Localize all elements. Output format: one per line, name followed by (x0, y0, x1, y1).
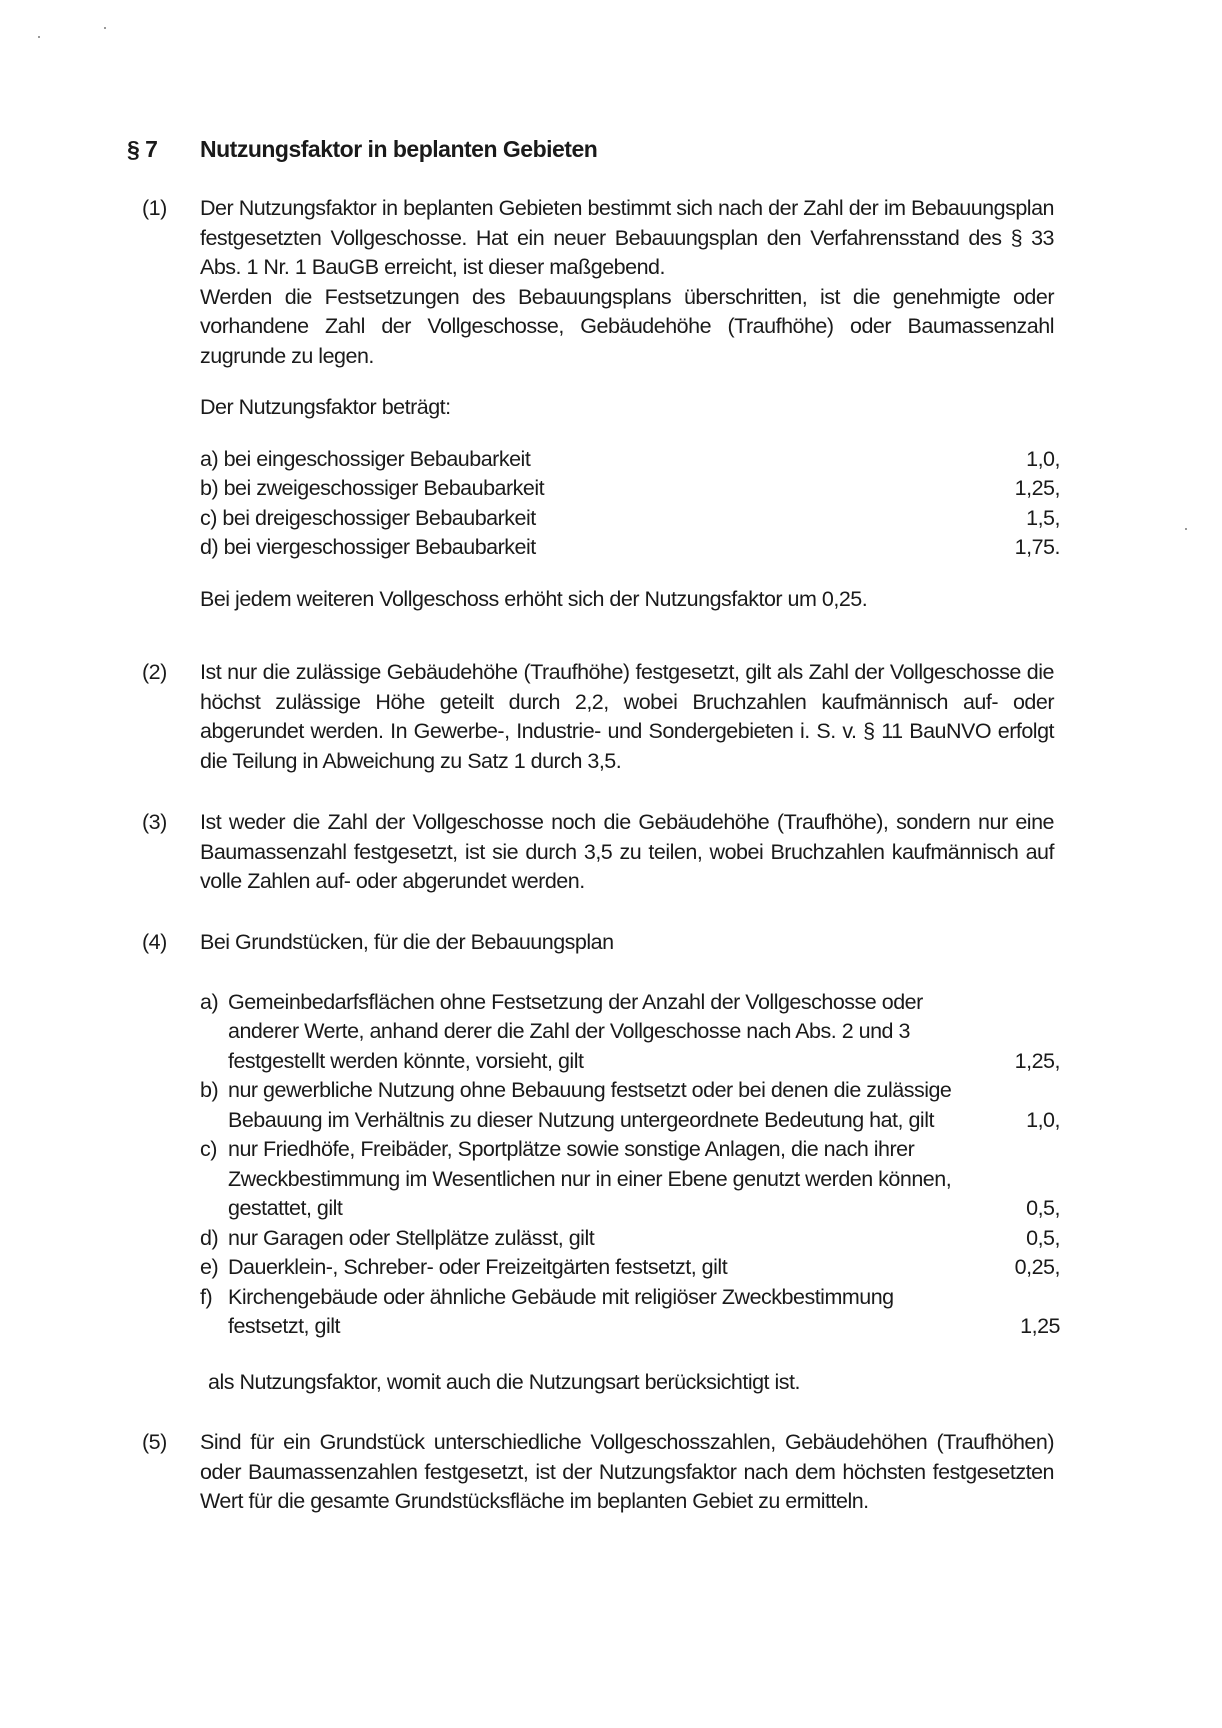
item-text: Gemeinbedarfsflächen ohne Festsetzung der Anzahl der Vollgeschosse oder (228, 989, 923, 1014)
item-label: a) bei eingeschossiger Bebaubarkeit (200, 446, 531, 471)
item-value: 0,25, (1014, 1255, 1060, 1279)
item-text: gestattet, gilt (228, 1196, 343, 1220)
paragraph-number: (3) (142, 810, 167, 834)
item-label: e) (200, 1255, 219, 1279)
item-label: c) (200, 1137, 217, 1161)
item-value: 1,25, (1014, 476, 1060, 500)
list-item (200, 474, 1060, 504)
item-value: 1,25, (1014, 1048, 1060, 1073)
item-value: 0,5, (1026, 1196, 1060, 1220)
list-item (200, 1224, 1060, 1254)
usage-list (200, 988, 1060, 1342)
paragraph-text: Sind für ein Grundstück unterschiedliche Vollgeschosszahlen, Gebäudehöhen (Traufhöhen) oder Baumassenzahlen festgesetzt, ist der Nutzungsfaktor nach dem höchsten festgesetzten Wert für die gesamte Grundstücksfläche im beplanten Gebiet zu ermitteln. (200, 1430, 1054, 1513)
list-intro: Der Nutzungsfaktor beträgt: (200, 395, 451, 419)
item-value: 0,5, (1026, 1225, 1060, 1250)
item-value: 1,0, (1026, 446, 1060, 471)
item-label: c) bei dreigeschossiger Bebaubarkeit (200, 505, 536, 530)
item-label: d) (200, 1225, 219, 1250)
paragraph-1 (142, 194, 1060, 614)
item-value: 1,25 (1020, 1314, 1060, 1338)
item-text: Dauerklein-, Schreber- oder Freizeitgärten festsetzt, gilt (228, 1255, 728, 1279)
paragraph-number: (4) (142, 930, 167, 954)
list-item (200, 988, 1060, 1077)
item-text: Zweckbestimmung im Wesentlichen nur in einer Ebene genutzt werden können, (228, 1166, 952, 1191)
list-item (200, 1283, 1060, 1342)
item-label: f) (200, 1284, 213, 1309)
item-text: Bebauung im Verhältnis zu dieser Nutzung untergeordnete Bedeutung hat, gilt (228, 1107, 934, 1132)
scan-speck (104, 27, 106, 29)
list-item (200, 1076, 1060, 1135)
list-intro: Bei Grundstücken, für die der Bebauungsplan (200, 930, 614, 954)
paragraph-text: Der Nutzungsfaktor in beplanten Gebieten bestimmt sich nach der Zahl der im Bebauungsplan festgesetzten Vollgeschosse. Hat ein neuer Bebauungsplan den Verfahrensstand des § 33 Abs. 1 Nr. 1 BauGB erreicht, ist dieser maßgebend. (200, 196, 1054, 279)
list-item (200, 1253, 1060, 1283)
paragraph-text: Werden die Festsetzungen des Bebauungsplans überschritten, ist die genehmigte oder vorhandene Zahl der Vollgeschosse, Gebäudehöhe (Traufhöhe) oder Baumassenzahl zugrunde zu legen. (200, 284, 1054, 368)
list-item (200, 445, 1060, 475)
item-label: b) bei zweigeschossiger Bebaubarkeit (200, 476, 545, 500)
paragraph-2 (142, 658, 1054, 776)
paragraph-4 (142, 928, 1060, 1397)
list-item (200, 533, 1060, 563)
paragraph-number: (5) (142, 1430, 167, 1454)
item-text: nur Friedhöfe, Freibäder, Sportplätze sowie sonstige Anlagen, die nach ihrer (228, 1137, 915, 1161)
paragraph-number: (2) (142, 660, 167, 684)
item-value: 1,75. (1014, 535, 1060, 559)
list-outro: als Nutzungsfaktor, womit auch die Nutzungsart berücksichtigt ist. (208, 1369, 800, 1394)
item-text: festgestellt werden könnte, vorsieht, gilt (228, 1048, 584, 1073)
item-text: nur gewerbliche Nutzung ohne Bebauung festsetzt oder bei denen die zulässige (228, 1078, 952, 1102)
item-value: 1,5, (1026, 505, 1060, 530)
item-text: festsetzt, gilt (228, 1314, 340, 1338)
scan-speck (1185, 528, 1187, 530)
item-label: b) (200, 1078, 219, 1102)
item-label: d) bei viergeschossiger Bebaubarkeit (200, 535, 536, 559)
paragraph-text: Ist nur die zulässige Gebäudehöhe (Traufhöhe) festgesetzt, gilt als Zahl der Vollgeschosse die höchst zulässige Höhe geteilt durch 2,2, wobei Bruchzahlen kaufmännisch auf- oder abgerundet werden. In Gewerbe-, Industrie- und Sondergebieten i. S. v. § 11 BauNVO erfolgt die Teilung in Abweichung zu Satz 1 durch 3,5. (200, 660, 1054, 773)
factor-list (200, 445, 1060, 563)
section-heading (127, 135, 597, 165)
section-title: Nutzungsfaktor in beplanten Gebieten (200, 136, 598, 162)
list-item (200, 1135, 1060, 1224)
item-text: nur Garagen oder Stellplätze zulässt, gilt (228, 1225, 595, 1250)
list-outro: Bei jedem weiteren Vollgeschoss erhöht sich der Nutzungsfaktor um 0,25. (200, 586, 868, 611)
section-number: § 7 (127, 136, 158, 162)
list-item (200, 504, 1060, 534)
paragraph-text: Ist weder die Zahl der Vollgeschosse noch die Gebäudehöhe (Traufhöhe), sondern nur eine Baumassenzahl festgesetzt, ist sie durch 3,5 zu teilen, wobei Bruchzahlen kaufmännisch auf volle Zahlen auf- oder abgerundet werden. (200, 810, 1054, 893)
item-value: 1,0, (1026, 1107, 1060, 1132)
paragraph-number: (1) (142, 196, 167, 220)
paragraph-5 (142, 1428, 1054, 1517)
scan-speck (38, 36, 40, 38)
item-label: a) (200, 989, 219, 1014)
item-text: anderer Werte, anhand derer die Zahl der Vollgeschosse nach Abs. 2 und 3 (228, 1019, 910, 1043)
paragraph-3 (142, 808, 1054, 897)
item-text: Kirchengebäude oder ähnliche Gebäude mit religiöser Zweckbestimmung (228, 1284, 894, 1309)
